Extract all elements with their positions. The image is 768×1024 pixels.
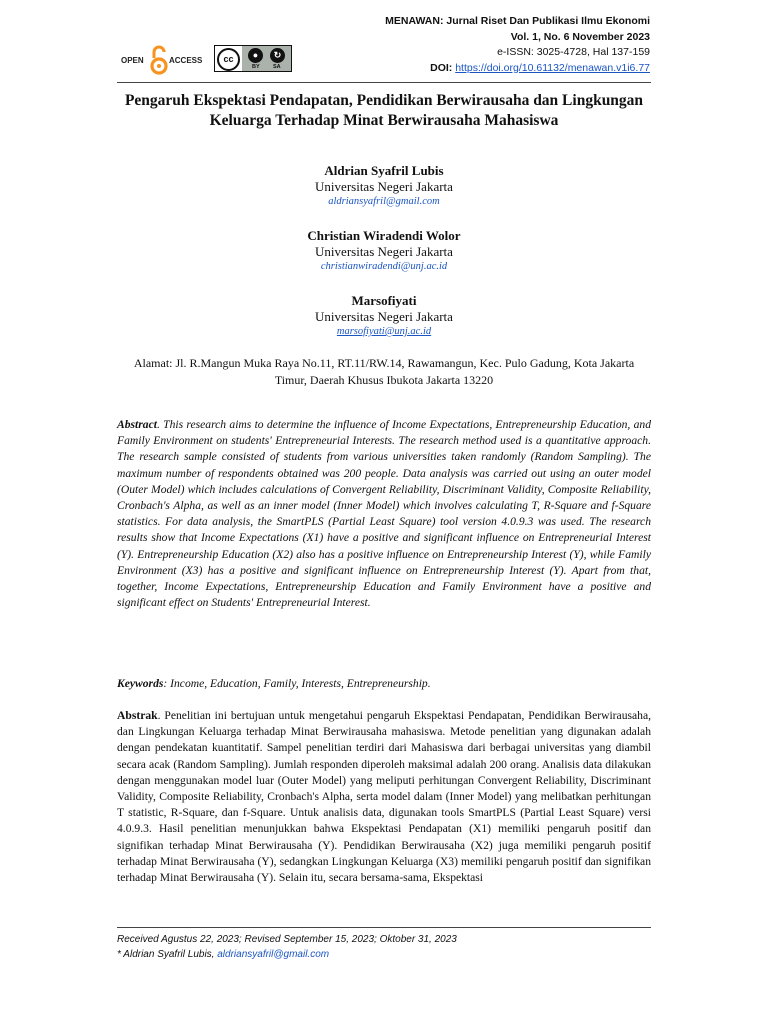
keywords-text: : Income, Education, Family, Interests, Entrepreneurship. [163,677,431,690]
author-name: Christian Wiradendi Wolor [307,228,461,243]
open-access-left-text: OPEN [121,56,144,65]
abstract-english [117,417,651,611]
journal-header [385,14,650,76]
author-email[interactable]: aldriansyafril@gmail.com [328,196,440,207]
address: Alamat: Jl. R.Mangun Muka Raya No.11, RT.11/RW.14, Rawamangun, Kec. Pulo Gadung, Kota Jakarta Timur, Daerah Khusus Ibukota Jakarta 13220 [133,356,635,387]
author-affiliation: Universitas Negeri Jakarta [315,179,453,194]
corresponding-name: * Aldrian Syafril Lubis, [117,949,218,960]
corresponding-author [117,947,651,962]
share-alike-icon: ↻ [270,48,285,63]
received-dates: Received Agustus 22, 2023; Revised September 15, 2023; Oktober 31, 2023 [117,934,457,945]
doi-link[interactable]: https://doi.org/10.61132/menawan.v1i6.77 [455,61,650,74]
author-block [117,163,651,209]
paper-title: Pengaruh Ekspektasi Pendapatan, Pendidikan Berwirausaha dan Lingkungan Keluarga Terhadap Minat Berwirausaha Mahasiswa [124,92,644,129]
journal-issn: e-ISSN: 3025-4728, Hal 137-159 [497,46,650,58]
author-email[interactable]: marsofiyati@unj.ac.id [336,326,432,337]
cc-icon: cc [215,46,242,71]
abstrak-label: Abstrak [117,709,158,722]
keywords-label: Keywords [117,677,164,690]
journal-volume: Vol. 1, No. 6 November 2023 [510,30,650,43]
corresponding-email[interactable]: aldriansyafril@gmail.com [217,949,330,960]
person-icon: ● [248,48,263,63]
cc-by-label: BY [252,64,260,70]
author-email[interactable]: christianwiradendi@unj.ac.id [320,261,448,272]
journal-name: MENAWAN: Jurnal Riset Dan Publikasi Ilmu Ekonomi [385,15,650,27]
footnote-divider [117,927,651,928]
author-block [117,228,651,274]
author-block [117,293,651,339]
abstract-indonesian [117,708,651,920]
author-name: Aldrian Syafril Lubis [324,163,444,178]
cc-sa-label: SA [273,64,281,70]
keywords [117,676,651,692]
open-access-right-text: ACCESS [169,56,203,65]
author-name: Marsofiyati [351,293,417,308]
journal-doi: DOI: https://doi.org/10.61132/menawan.v1i6.77 [430,61,650,74]
header-divider [117,82,651,83]
open-access-logo [121,44,207,78]
author-affiliation: Universitas Negeri Jakarta [315,309,453,324]
author-affiliation: Universitas Negeri Jakarta [315,244,453,259]
open-access-lock-icon [150,44,168,76]
cc-by-sa-badge [214,45,292,72]
abstrak-text: . Penelitian ini bertujuan untuk mengetahui pengaruh Ekspektasi Pendapatan, Pendidikan Berwirausaha, dan Lingkungan Keluarga terhadap Minat Berwirausaha mahasiswa. Metode penelitian yang digunakan adalah dengan pendekatan kuantitatif. Sampel penelitian terdiri dari Mahasiswa dari berbagai universitas yang diambil secara acak (Random Sampling). Jumlah responden diperoleh maksimal adalah 200 orang. Analisis data dilakukan dengan menggunakan model luar (Outer Model) yang meliputi perhitungan Convergent Reliability, Discriminant Validity, Composite Reliability, Cronbach's Alpha, serta model dalam (Inner Model) yang melibatkan perhitungan T statistic, R-Square, dan f-Square. Untuk analisis data, digunakan tools SmartPLS (Partial Least Square) versi 4.0.9.3. Hasil penelitian menunjukkan bahwa Ekspektasi Pendapatan (X1) memiliki pengaruh positif dan signifikan terhadap Minat Berwirausaha (Y). Pendidikan Berwirausaha (X2) juga memiliki pengaruh positif terhadap Minat Berwirausaha (Y), sedangkan Lingkungan Keluarga (X3) memiliki pengaruh positif dan signifikan terhadap Minat Berwirausaha (Y). Selain itu, secara bersama-sama, Ekspektasi [117,709,651,885]
footnote [117,932,651,962]
doi-label: DOI [430,61,449,74]
abstract-text: . This research aims to determine the influence of Income Expectations, Entrepreneurship Education, and Family Environment on students' Entrepreneurial Interests. The research method used is a quantitative approach. The research sample consisted of students from various universities taken randomly (Random Sampling). The maximum number of respondents obtained was 200 people. Data analysis was carried out using an outer model (Outer Model) which includes calculations of Convergent Reliability, Discriminant Validity, Composite Reliability, Cronbach's Alpha, as well as an inner model (Inner Model) which involves calculating T, R-Square and f-Square statistics. For data analysis, the SmartPLS (Partial Least Square) tool version 4.0.9.3 was used. The research results show that Income Expectations (X1) have a positive and significant influence on Entrepreneurial Interest (Y). Entrepreneurship Education (X2) also has a positive influence on Entrepreneurship Interest (Y), while Family Environment (X3) has a positive and significant influence on Entrepreneurship Interest (Y). Apart from that, together, Income Expectations, Entrepreneurship Education and Family Environment have a positive and significant effect on Students' Entrepreneurial Interest. [117,418,651,610]
abstract-label: Abstract [117,418,157,431]
